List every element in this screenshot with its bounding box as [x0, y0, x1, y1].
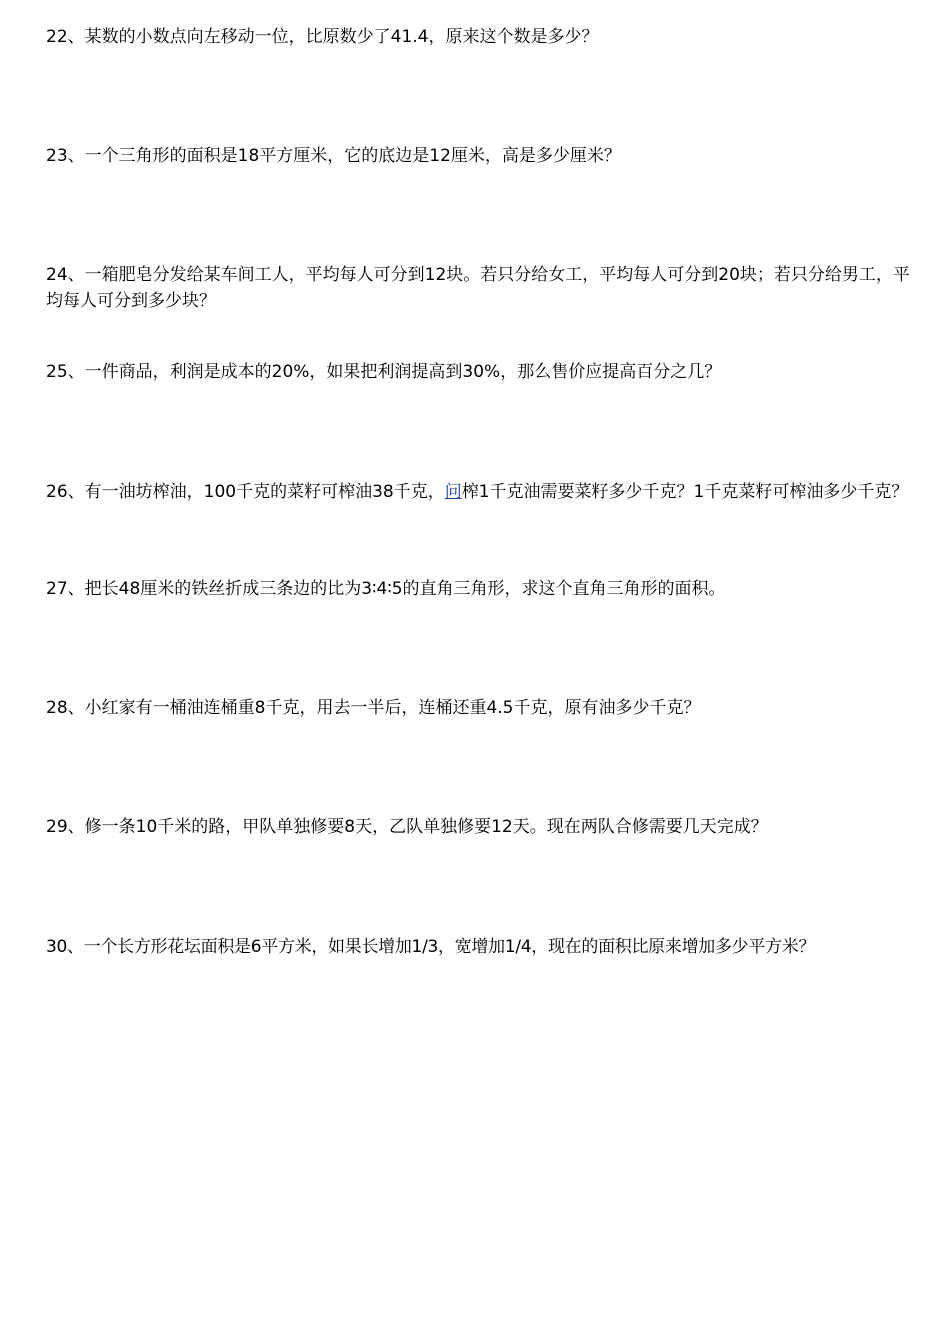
problem-26-text-after: 榨1千克油需要菜籽多少千克？1千克菜籽可榨油多少千克？ — [461, 482, 909, 502]
problem-22: 22、某数的小数点向左移动一位，比原数少了41.4，原来这个数是多少？ — [46, 27, 599, 47]
problem-26 — [46, 479, 916, 505]
problem-28: 28、小红家有一桶油连桶重8千克，用去一半后，连桶还重4.5千克，原有油多少千克？ — [46, 698, 701, 718]
problem-26-link[interactable]: 问 — [444, 482, 462, 502]
problem-27: 27、把长48厘米的铁丝折成三条边的比为3∶4∶5的直角三角形，求这个直角三角形的面积。 — [46, 579, 726, 599]
problem-24: 24、一箱肥皂分发给某车间工人，平均每人可分到12块。若只分给女工，平均每人可分到20块；若只分给男工，平均每人可分到多少块？ — [46, 265, 910, 311]
problem-30: 30、一个长方形花坛面积是6平方米，如果长增加1/3，宽增加1/4，现在的面积比原来增加多少平方米？ — [46, 937, 816, 957]
problem-26-text-before: 26、有一油坊榨油，100千克的菜籽可榨油38千克， — [46, 482, 445, 502]
problem-25: 25、一件商品，利润是成本的20%，如果把利润提高到30%，那么售价应提高百分之几？ — [46, 362, 722, 382]
problem-23: 23、一个三角形的面积是18平方厘米，它的底边是12厘米，高是多少厘米？ — [46, 146, 621, 166]
problem-29: 29、修一条10千米的路，甲队单独修要8天，乙队单独修要12天。现在两队合修需要几天完成？ — [46, 817, 768, 837]
